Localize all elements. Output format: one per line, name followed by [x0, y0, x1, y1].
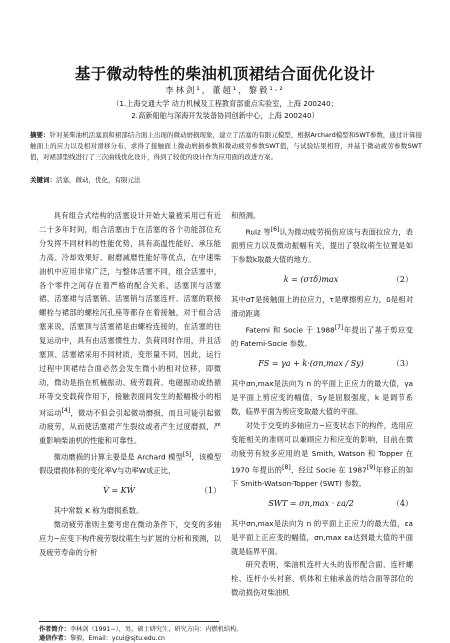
paragraph-text: 对处于交变的多轴应力−应变状态下的构件，选用应变能相关的准则可以兼顾应力和应变的影响，目前在微动疲劳有较多应用的是 Smith, Watson 和 Topper 在 1970 年提出的 [231, 420, 413, 474]
affiliation-1: （1.上海交通大学 动力机械及工程教育部重点实验室，上海 200240； [112, 99, 338, 108]
paragraph: 微动疲劳准则主要考虑在微动条件下，交变的多轴应力−应变下构件疲劳裂纹萌生与扩展的分析和预测，以及疲劳寿命的分析 [39, 519, 221, 557]
equation-3 [231, 351, 413, 377]
paragraph-text: ，经过 Socie 在 1987 [290, 464, 367, 474]
keywords-label: 关键词： [30, 176, 56, 184]
citation: [5] [182, 450, 192, 458]
paragraph-text: ，微动不但会引起微动磨损，而且可能引起微动疲劳，从而使活塞裙产生裂纹或者产生过度磨损，严重影响柴油机的性能和可靠性。 [39, 408, 222, 445]
equation-expression: SWT = σn,max · εa/2 [268, 498, 354, 508]
paragraph [231, 321, 413, 351]
equation-2 [231, 267, 413, 293]
paragraph-text: Fatemi 和 Socie 于 1988 [245, 325, 335, 335]
paragraph [231, 223, 413, 267]
citation: [7] [334, 323, 344, 331]
abstract-text: 针对某柴油机活塞顶和裙部结合面上出现的微动磨损现象，建立了活塞的有限元模型，根据Archard模型和SWT参数，通过计算接触面上的应力以及相对滑移分布，求得了接触面上微动磨损参数和微动疲劳参数SWT值，与试验结果相符，并基于微动疲劳参数SWT值，对裙部型线进行了三次曲线优化设计，得到了较优的设计作为应用面的改进方案。 [30, 131, 422, 162]
paragraph: 和预测。 [231, 211, 261, 220]
footnote-contact [39, 634, 419, 643]
paragraph-text: 微动磨损的计算主要是是 Archard 模型 [53, 452, 183, 462]
right-column [231, 209, 413, 600]
paragraph: 其中σT是接触面上的拉应力，τ是摩擦剪应力，δ是相对滑动距离 [231, 295, 413, 318]
abstract-label: 摘要： [30, 131, 50, 139]
citation: [4] [61, 406, 71, 414]
citation: [8] [282, 463, 291, 471]
equation-expression: FS = γa + k·(σn,max / Sy) [258, 359, 364, 369]
footnote-text: 李林剑（1991−），男，硕士研究生，研究方向：内燃机结构。 [69, 626, 243, 633]
paper-title: 基于微动特性的柴油机顶裙结合面优化设计 [74, 65, 376, 83]
paragraph: 其中常数 K 称为磨损系数。 [53, 506, 144, 516]
equation-number: （1） [199, 486, 221, 496]
footnote-label: 通信作者： [39, 635, 70, 642]
paragraph-text: 具有组合式结构的活塞设计开始大量被采用已有近二十多年时间，组合活塞由于在活塞的各个功能部位充分发挥不同材料的性能优势，具有高温性能好、承压能力高、冷却效果好、耐磨减磨性能好等优点，在中速柴油机中应用非常广泛，与整体活塞不同，组合活塞中，各个零件之间存在着严格的配合关系，活塞顶与活塞裙、活塞裙与活塞销、活塞销与活塞连杆、活塞的联接螺栓与裙部的螺栓沉孔座等都存在着接触，对于组合活塞来说，活塞顶与活塞裙是由螺栓连接的，在活塞的往复运动中，具有由活塞惯性力、负荷同时作用，并且活塞顶、活塞裙采用不同材质，变形量不同，因此，运行过程中顶裙结合面必然会发生微小的相对位移，即微动，微动是指在机械振动、疲劳载荷、电磁振动或热循环等交变载荷作用下，接触表面间发生的振幅极小的相对运动 [39, 211, 221, 418]
paragraph [39, 209, 221, 448]
paragraph [231, 419, 413, 491]
equation-number: （4） [391, 498, 413, 508]
paragraph-text: Ruiz 等 [245, 227, 271, 237]
equation-expression: k = (στδ)max [283, 275, 339, 285]
equation-4 [231, 491, 413, 517]
affiliation-2: 2.高新船舶与深海开发装备协同创新中心，上海 200240） [131, 111, 319, 120]
author-line: 李林剑¹，董超¹，黎毅¹·² [165, 85, 285, 95]
equation-1 [39, 478, 221, 504]
paragraph: 研究表明，柴油机连杆大头的齿形配合面、连杆螺栓、连杆小头衬套、机体和主轴承盖的结合面等部位的微动损伤对柴油机 [231, 560, 413, 598]
footnote-text: 黎毅，Email：ycui@sjtu.edu.cn [69, 635, 165, 642]
equation-number: （3） [391, 359, 413, 369]
footnote-author [39, 625, 419, 634]
paragraph [39, 448, 221, 478]
paragraph-text: 年修正的如下 Smith-Watson-Topper (SWT) 参数。 [231, 464, 414, 488]
left-column [39, 209, 221, 560]
paragraph: 其中σn,max是法向为 n 的平面上正应力的最大值，γa是平面上剪应变的幅值，Sy是屈服强度，k 是调节系数，临界平面为剪应变取最大值的平面。 [231, 379, 413, 416]
citation: [6] [270, 225, 280, 233]
paragraph-text: ，该模型假设磨损体积的变化率V与功率W成正比， [39, 452, 222, 476]
paragraph-text: 年提出了基于剪应变的 Fatemi-Socie 参数。 [231, 325, 413, 349]
keywords-text: 活塞，微动，优化，有限元法 [56, 176, 141, 184]
keywords [30, 175, 422, 185]
equation-expression: V̇ = KẆ [103, 486, 135, 496]
paragraph-text: 认为微动疲劳损伤应该与表面拉应力，表面剪应力以及微动振幅有关，提出了裂纹萌生位置是如下参数k取最大值的地方。 [231, 227, 414, 265]
footnote-divider [39, 621, 219, 622]
footnote-label: 作者简介： [39, 626, 70, 633]
equation-number: （2） [391, 275, 413, 285]
citation: [9] [366, 463, 376, 471]
paragraph: 其中σn,max是法向为 n 的平面上正应力的最大值，εa是平面上正应变的幅值，σn,max εa达到最大值的平面就是临界平面。 [231, 518, 413, 556]
abstract [30, 130, 422, 164]
